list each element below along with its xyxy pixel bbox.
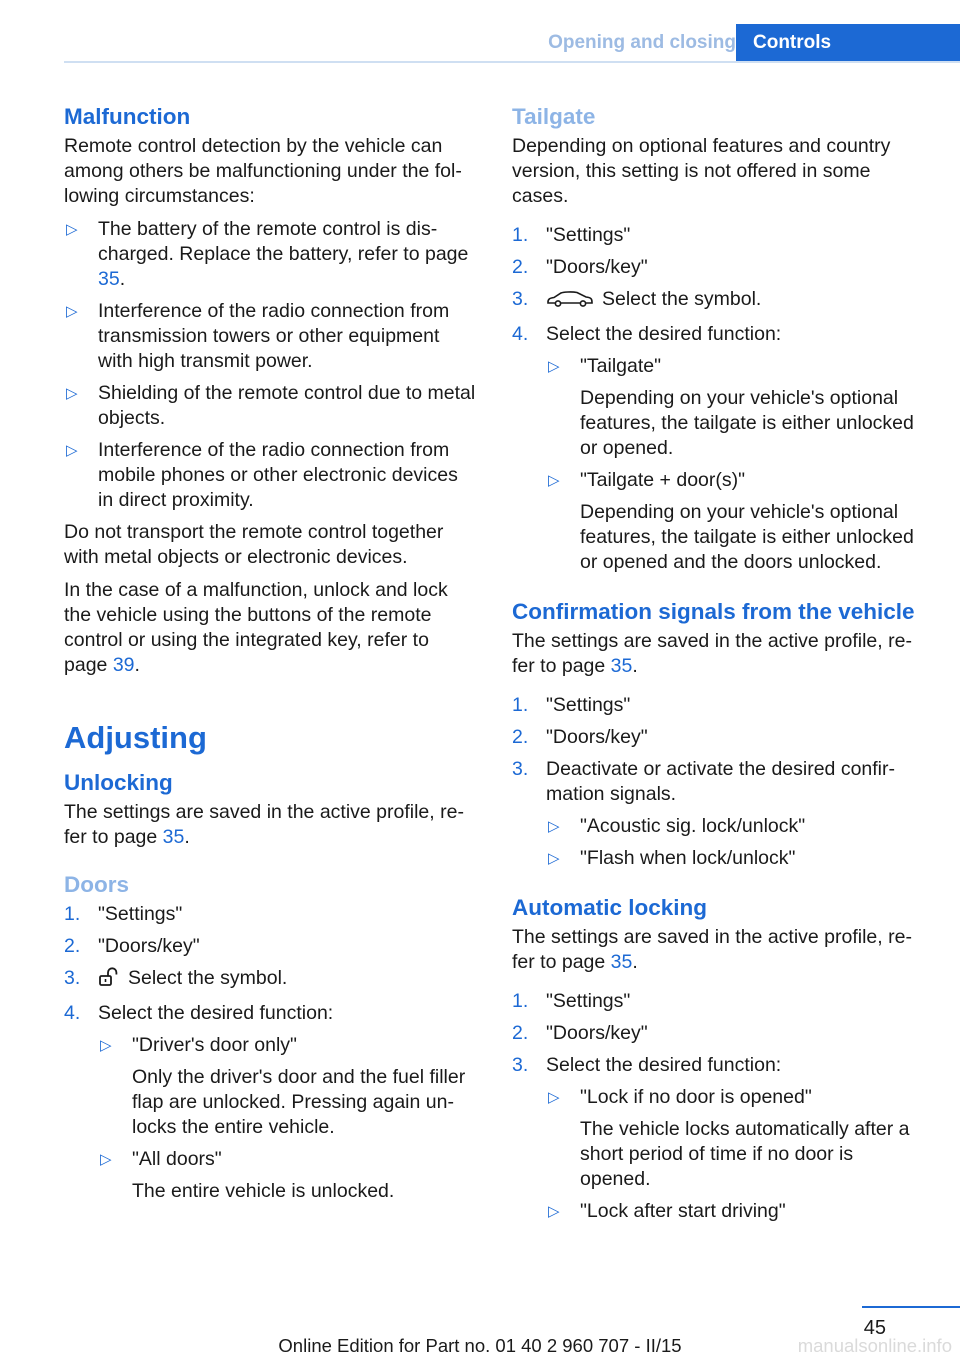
list-item — [98, 1147, 476, 1204]
step-number: 3. — [512, 288, 529, 310]
step-number: 2. — [512, 1022, 529, 1044]
step-number: 4. — [64, 1002, 81, 1024]
left-column — [64, 102, 476, 1211]
step-number: 3. — [512, 1054, 529, 1076]
option-desc: The entire vehicle is unlocked. — [132, 1180, 395, 1202]
adjusting-heading: Adjusting — [64, 720, 207, 755]
page-link[interactable]: 35 — [610, 951, 633, 973]
page-link[interactable]: 39 — [112, 654, 135, 676]
list-item: ▷ Interference of the radio connection from mobile phones or other electronic devices in direct proximity. — [64, 438, 476, 513]
step-number: 3. — [512, 758, 529, 780]
step-text: Select the symbol. — [128, 967, 288, 989]
malfunction-intro: Remote control detection by the vehicle can among others be malfunctioning under the following circumstances: — [64, 135, 462, 207]
step-text: "Settings" — [546, 990, 631, 1012]
list-item — [98, 1033, 476, 1140]
automatic-locking-intro: The settings are saved in the active profile, refer to page 35. — [512, 926, 912, 973]
list-item: ▷ "Acoustic sig. lock/unlock" — [546, 814, 926, 839]
step-text: Select the desired function: — [98, 1002, 334, 1024]
unlock-padlock-icon — [98, 967, 120, 994]
tailgate-heading: Tailgate — [512, 104, 596, 129]
list-item — [512, 255, 926, 280]
para-text: The settings are saved in the active profile, refer to page — [512, 630, 912, 677]
option-desc: Depending on your vehicle's optional features, the tailgate is either unlocked or opened and the doors unlocked. — [580, 501, 914, 573]
list-item — [64, 1001, 476, 1204]
car-tailgate-icon — [546, 290, 594, 315]
edition-footer: Online Edition for Part no. 01 40 2 960 707 - II/15 — [278, 1335, 682, 1356]
automatic-locking-options — [546, 1085, 926, 1224]
malfunction-list — [64, 217, 476, 513]
list-item — [64, 966, 476, 994]
right-column — [512, 102, 926, 1231]
tailgate-options — [546, 354, 926, 575]
list-item — [512, 223, 926, 248]
option-desc: Depending on your vehicle's optional features, the tailgate is either unlocked or opened. — [580, 387, 914, 459]
confirmation-options — [546, 814, 926, 871]
step-number: 1. — [64, 903, 81, 925]
automatic-locking-heading: Automatic locking — [512, 895, 708, 920]
step-number: 2. — [512, 256, 529, 278]
page-number: 45 — [863, 1317, 886, 1339]
option-title: ▷ "Driver's door only" — [132, 1034, 297, 1056]
step-number: 1. — [512, 694, 529, 716]
header-rule — [64, 61, 960, 63]
option-desc: Only the driver's door and the fuel filler flap are unlocked. Pressing again unlocks the entire vehicle. — [132, 1066, 466, 1138]
step-number: 2. — [512, 726, 529, 748]
step-number: 4. — [512, 323, 529, 345]
step-text: "Doors/key" — [546, 726, 648, 748]
tailgate-steps — [512, 223, 926, 575]
tailgate-intro: Depending on optional features and country version, this setting is not offered in some cases. — [512, 135, 891, 207]
malfunction-para-transport: Do not transport the remote control together with metal objects or electronic devices. — [64, 521, 444, 568]
malfunction-heading: Malfunction — [64, 104, 191, 129]
list-item — [512, 322, 926, 575]
step-number: 3. — [64, 967, 81, 989]
step-text: "Settings" — [546, 694, 631, 716]
para-text: In the case of a malfunction, unlock and lock the vehicle using the buttons of the remote control or using the integrated key, refer to page — [64, 579, 448, 676]
step-text: "Settings" — [546, 224, 631, 246]
option-title: ▷ "Lock after start driving" — [580, 1200, 786, 1222]
confirmation-intro: The settings are saved in the active profile, refer to page 35. — [512, 630, 912, 677]
confirmation-steps — [512, 693, 926, 871]
automatic-locking-steps — [512, 989, 926, 1224]
step-text: Select the symbol. — [602, 288, 762, 310]
step-text: "Settings" — [98, 903, 183, 925]
option-title: ▷ "Lock if no door is opened" — [580, 1086, 812, 1108]
page-number-rule — [862, 1306, 960, 1308]
step-text: Select the desired function: — [546, 323, 782, 345]
list-item: ▷ Shielding of the remote control due to metal objects. — [64, 381, 476, 431]
step-text: Deactivate or activate the desired confirmation signals. — [546, 758, 896, 805]
list-item — [512, 693, 926, 718]
para-text: The settings are saved in the active profile, refer to page — [64, 801, 464, 848]
watermark: manualsonline.info — [797, 1335, 952, 1356]
list-item — [512, 1053, 926, 1224]
malfunction-para-unlock: In the case of a malfunction, unlock and lock the vehicle using the buttons of the remote control or using the integrated key, refer to page 39. — [64, 579, 448, 676]
step-text: Select the desired function: — [546, 1054, 782, 1076]
list-item — [546, 354, 926, 461]
doors-heading: Doors — [64, 872, 130, 897]
list-item — [512, 287, 926, 315]
doors-steps — [64, 902, 476, 1204]
bullet-text: The battery of the remote control is discharged. Replace the battery, refer to page — [98, 218, 469, 265]
unlocking-intro: The settings are saved in the active profile, refer to page 35. — [64, 801, 464, 848]
step-text: "Doors/key" — [546, 256, 648, 278]
option-title: ▷ "Tailgate" — [580, 355, 662, 377]
option-desc: The vehicle locks automatically after a short period of time if no door is opened. — [580, 1118, 910, 1190]
list-item: ▷ "Flash when lock/unlock" — [546, 846, 926, 871]
list-item — [546, 468, 926, 575]
page-link[interactable]: 35 — [162, 826, 185, 848]
header-chapter-tab: Controls — [736, 24, 960, 61]
step-number: 2. — [64, 935, 81, 957]
step-text: "Doors/key" — [98, 935, 200, 957]
list-item — [512, 1021, 926, 1046]
option-title: ▷ "Tailgate + door(s)" — [580, 469, 746, 491]
unlocking-heading: Unlocking — [64, 770, 173, 795]
list-item: ▷ The battery of the remote control is discharged. Replace the battery, refer to page 35. — [64, 217, 476, 292]
list-item — [546, 1199, 926, 1224]
list-item — [512, 989, 926, 1014]
doors-options — [98, 1033, 476, 1204]
page-link[interactable]: 35 — [610, 655, 633, 677]
list-item — [546, 1085, 926, 1192]
list-item — [64, 902, 476, 927]
page-link[interactable]: 35 — [98, 268, 120, 290]
step-number: 1. — [512, 990, 529, 1012]
list-item: ▷ Interference of the radio connection from transmission towers or other equipment with high transmit power. — [64, 299, 476, 374]
step-text: "Doors/key" — [546, 1022, 648, 1044]
list-item — [64, 934, 476, 959]
para-text: The settings are saved in the active profile, refer to page — [512, 926, 912, 973]
option-title: ▷ "All doors" — [132, 1148, 222, 1170]
list-item — [512, 725, 926, 750]
confirmation-heading: Confirmation signals from the vehicle — [512, 599, 915, 624]
list-item — [512, 757, 926, 871]
header-section-title: Opening and closing — [548, 32, 736, 53]
step-number: 1. — [512, 224, 529, 246]
